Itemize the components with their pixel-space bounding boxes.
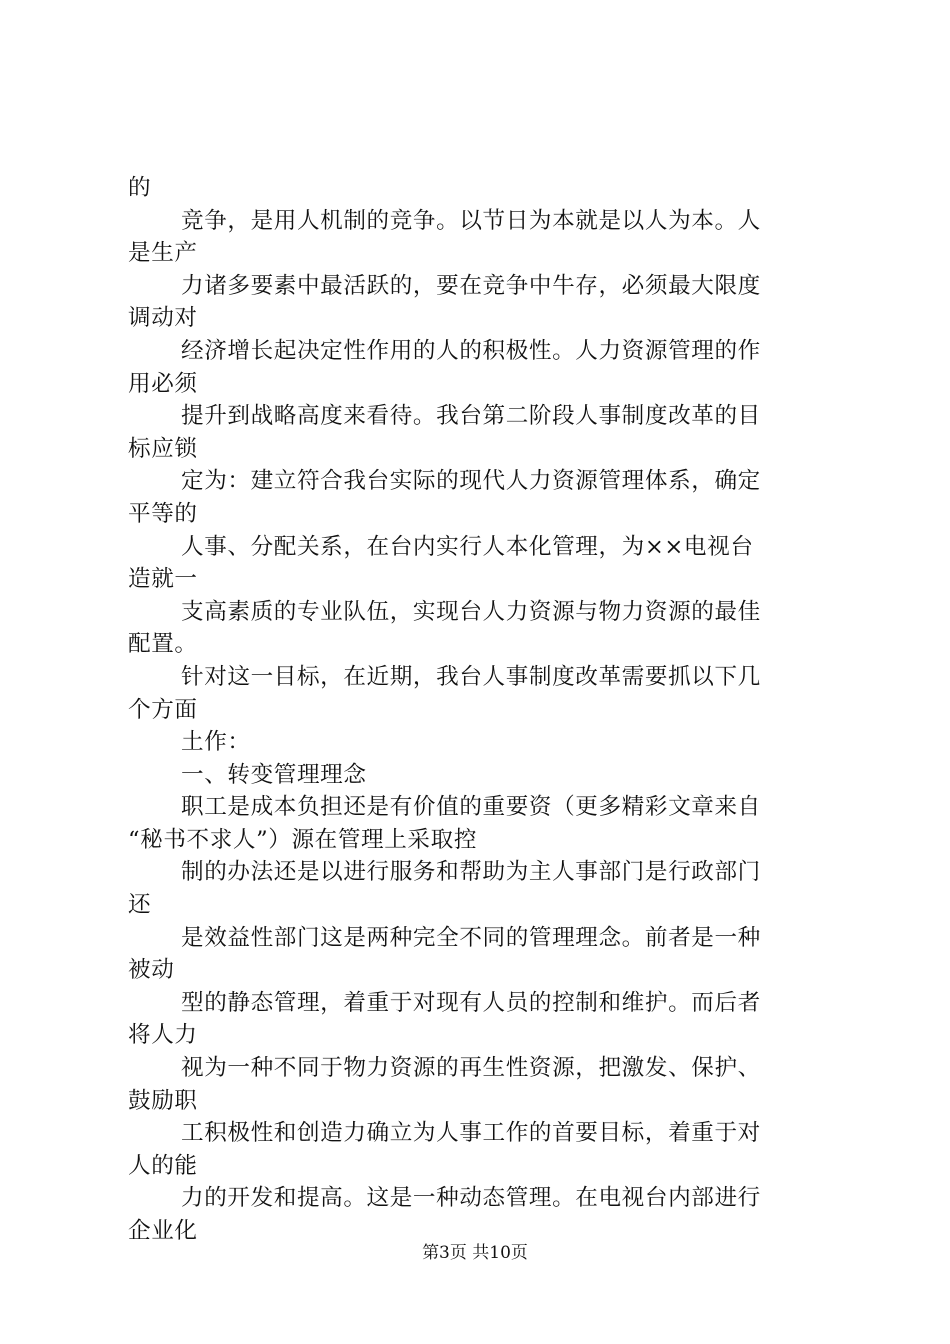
- paragraph-line: 调动对: [128, 305, 198, 332]
- paragraph-line-indented: 针对这一目标，在近期，我台人事制度改革需要抓以下几: [181, 663, 761, 690]
- page-footer: 第3页 共10页: [422, 1243, 528, 1263]
- paragraph-line: 将人力: [128, 1022, 198, 1049]
- paragraph-line-indented: 力的开发和提高。这是一种动态管理。在电视台内部进行: [181, 1185, 761, 1212]
- paragraph-line-indented: 提升到战略高度来看待。我台第二阶段人事制度改革的目: [181, 403, 761, 430]
- paragraph-line: 标应锁: [128, 435, 198, 462]
- paragraph-line-indented: 职工是成本负担还是有价值的重要资（更多精彩文章来自: [181, 794, 761, 821]
- paragraph-line: 配置。: [128, 631, 198, 658]
- paragraph-line-indented: 工积极性和创造力确立为人事工作的首要目标，着重于对: [181, 1120, 761, 1147]
- paragraph-line-indented: 人事、分配关系，在台内实行人本化管理，为××电视台: [181, 533, 754, 560]
- paragraph-line-indented: 力诸多要素中最活跃的，要在竞争中牛存，必须最大限度: [181, 272, 761, 299]
- paragraph-line-indented: 型的静态管理，着重于对现有人员的控制和维护。而后者: [181, 989, 761, 1016]
- paragraph-line-indented: 经济增长起决定性作用的人的积极性。人力资源管理的作: [181, 337, 761, 364]
- paragraph-line-indented: 土作：: [181, 729, 251, 756]
- paragraph-line-indented: 竞争，是用人机制的竞争。以节日为本就是以人为本。人: [181, 207, 761, 234]
- paragraph-line: 鼓励职: [128, 1087, 198, 1114]
- paragraph-line: 平等的: [128, 500, 198, 527]
- paragraph-line-indented: 支高素质的专业队伍，实现台人力资源与物力资源的最佳: [181, 598, 761, 625]
- document-body: [128, 172, 833, 1248]
- paragraph-line-indented: 一、转变管理理念: [181, 761, 367, 788]
- paragraph-line: 是生产: [128, 240, 198, 267]
- paragraph-line: 还: [128, 892, 152, 919]
- paragraph-line: 的: [128, 175, 152, 201]
- paragraph-line: 造就一: [128, 566, 198, 593]
- paragraph-line: 个方面: [128, 696, 198, 723]
- paragraph-line: 被动: [128, 957, 175, 984]
- paragraph-line-indented: 制的办法还是以进行服务和帮助为主人事部门是行政部门: [181, 859, 761, 886]
- paragraph-line: 人的能: [128, 1152, 198, 1179]
- paragraph-line-indented: 定为：建立符合我台实际的现代人力资源管理体系，确定: [181, 468, 761, 495]
- paragraph-line-indented: 是效益性部门这是两种完全不同的管理理念。前者是一种: [181, 924, 761, 951]
- paragraph-line: 用必须: [128, 370, 198, 397]
- paragraph-line: “秘书不求人”）源在管理上采取控: [128, 826, 478, 853]
- paragraph-line: 企业化: [128, 1218, 198, 1244]
- paragraph-line-indented: 视为一种不同于物力资源的再生性资源，把激发、保护、: [181, 1055, 761, 1082]
